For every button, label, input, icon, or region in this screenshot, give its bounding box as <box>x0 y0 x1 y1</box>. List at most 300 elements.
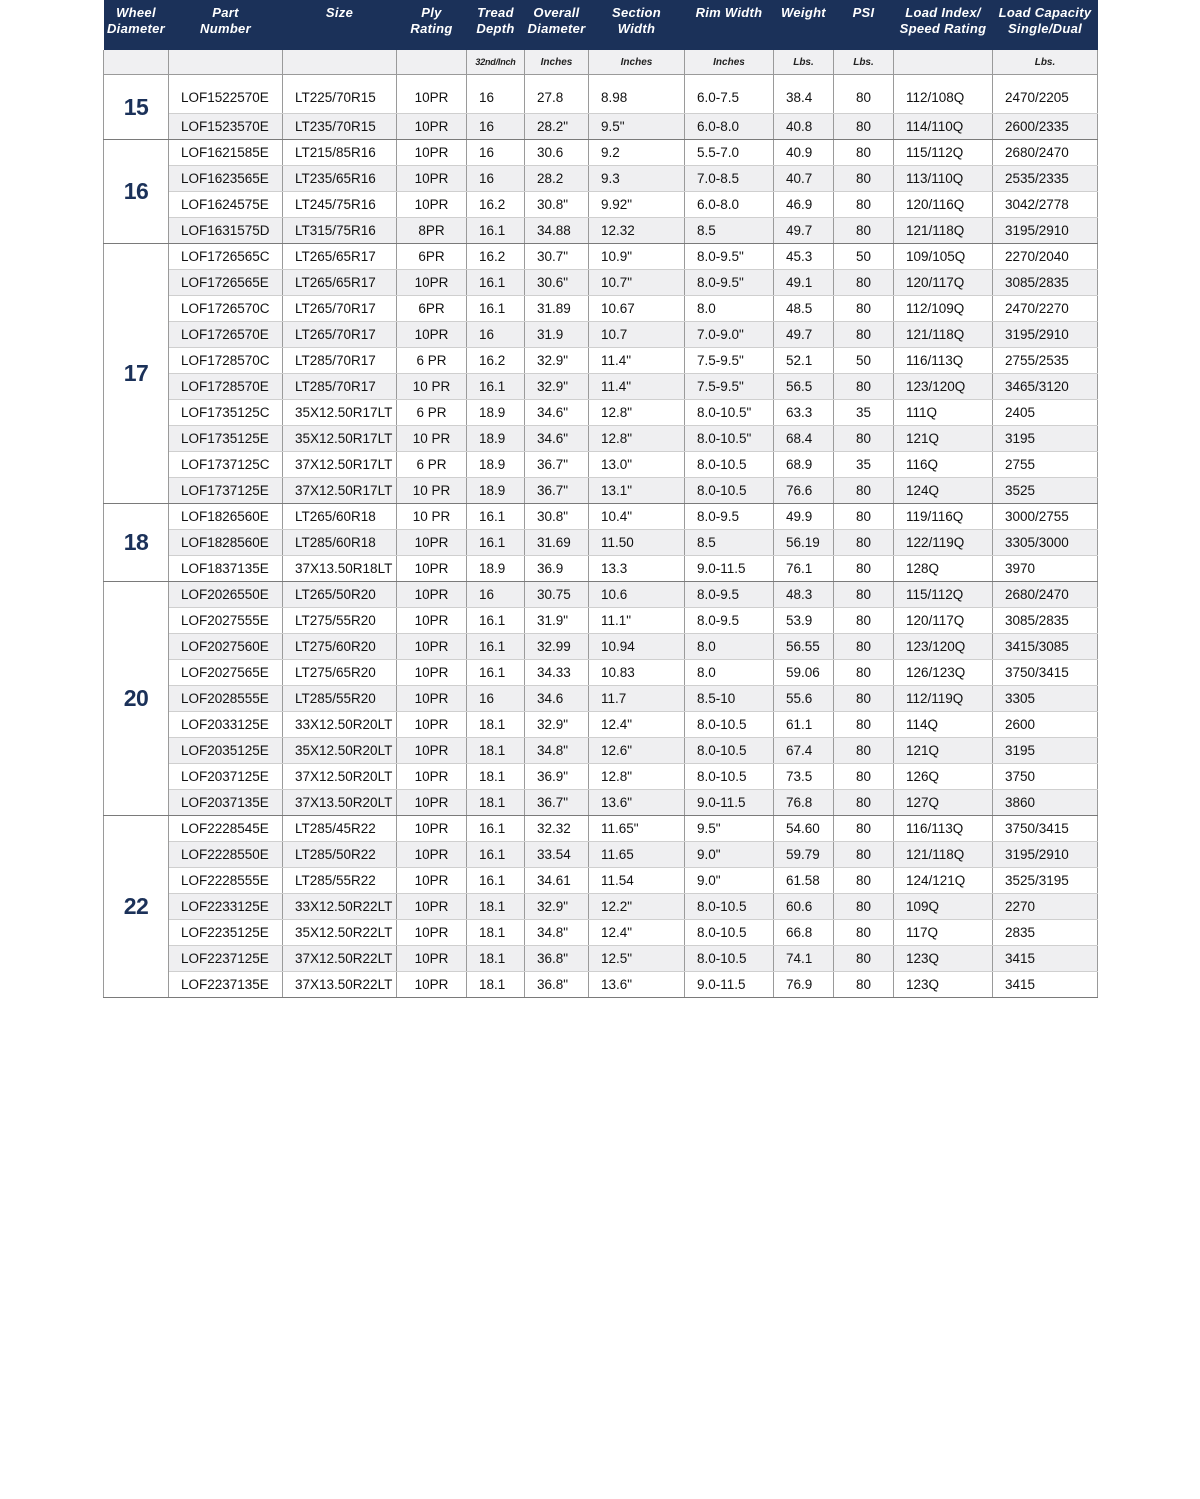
ply-rating-cell: 10PR <box>397 972 467 998</box>
part-number-cell: LOF1726570E <box>169 322 283 348</box>
header-wheel-diameter <box>104 0 169 50</box>
part-number-cell: LOF1522570E <box>169 75 283 114</box>
rim-width-cell: 8.0-10.5" <box>685 400 774 426</box>
ply-rating-cell: 10PR <box>397 816 467 842</box>
tread-depth-cell: 18.9 <box>467 426 525 452</box>
ply-rating-cell: 8PR <box>397 218 467 244</box>
psi-cell: 80 <box>834 946 894 972</box>
part-number-cell: LOF2026550E <box>169 582 283 608</box>
rim-width-cell: 8.5 <box>685 218 774 244</box>
overall-diameter-cell: 30.8" <box>525 504 589 530</box>
table-body <box>104 75 1098 998</box>
psi-cell: 80 <box>834 660 894 686</box>
table-row <box>104 166 1098 192</box>
psi-cell: 80 <box>834 634 894 660</box>
weight-cell: 49.7 <box>774 322 834 348</box>
weight-cell: 46.9 <box>774 192 834 218</box>
header-line1: Load Index/ <box>905 5 981 20</box>
load-index-speed-rating-cell: 121Q <box>894 738 993 764</box>
table-row <box>104 764 1098 790</box>
ply-rating-cell: 6PR <box>397 244 467 270</box>
size-cell: LT265/60R18 <box>283 504 397 530</box>
tread-depth-cell: 18.1 <box>467 764 525 790</box>
psi-cell: 35 <box>834 452 894 478</box>
part-number-cell: LOF1728570E <box>169 374 283 400</box>
tread-depth-cell: 16.1 <box>467 270 525 296</box>
overall-diameter-cell: 31.9 <box>525 322 589 348</box>
size-cell: 37X12.50R22LT <box>283 946 397 972</box>
header-line1: Weight <box>781 5 826 20</box>
tread-depth-cell: 16.2 <box>467 244 525 270</box>
weight-cell: 68.9 <box>774 452 834 478</box>
overall-diameter-cell: 32.9" <box>525 348 589 374</box>
size-cell: LT285/45R22 <box>283 816 397 842</box>
rim-width-cell: 6.0-8.0 <box>685 114 774 140</box>
load-index-speed-rating-cell: 116Q <box>894 452 993 478</box>
psi-cell: 80 <box>834 374 894 400</box>
header-line1: Tread <box>477 5 514 20</box>
tread-depth-cell: 18.1 <box>467 712 525 738</box>
part-number-cell: LOF2237135E <box>169 972 283 998</box>
rim-width-cell: 9.0" <box>685 868 774 894</box>
table-row <box>104 114 1098 140</box>
size-cell: LT215/85R16 <box>283 140 397 166</box>
header-row <box>104 0 1098 50</box>
psi-cell: 80 <box>834 920 894 946</box>
load-capacity-cell: 2755 <box>993 452 1098 478</box>
table-row <box>104 972 1098 998</box>
part-number-cell: LOF2027560E <box>169 634 283 660</box>
section-width-cell: 9.2 <box>589 140 685 166</box>
tread-depth-cell: 18.1 <box>467 920 525 946</box>
weight-cell: 53.9 <box>774 608 834 634</box>
tread-depth-cell: 16.1 <box>467 842 525 868</box>
ply-rating-cell: 10PR <box>397 270 467 296</box>
header-line2: Depth <box>476 21 515 36</box>
part-number-cell: LOF1726570C <box>169 296 283 322</box>
load-capacity-cell: 3415/3085 <box>993 634 1098 660</box>
header-line1: Load Capacity <box>998 5 1092 20</box>
psi-cell: 80 <box>834 608 894 634</box>
psi-cell: 80 <box>834 686 894 712</box>
rim-width-cell: 8.0 <box>685 660 774 686</box>
section-width-cell: 10.94 <box>589 634 685 660</box>
load-capacity-cell: 3860 <box>993 790 1098 816</box>
header-line2 <box>774 21 834 37</box>
size-cell: LT245/75R16 <box>283 192 397 218</box>
size-cell: 37X13.50R18LT <box>283 556 397 582</box>
rim-width-cell: 8.0-10.5 <box>685 478 774 504</box>
load-index-speed-rating-cell: 120/117Q <box>894 270 993 296</box>
ply-rating-cell: 10 PR <box>397 478 467 504</box>
wheel-diameter-cell: 18 <box>104 504 169 582</box>
ply-rating-cell: 10PR <box>397 868 467 894</box>
header-overall-diameter <box>525 0 589 50</box>
rim-width-cell: 9.0-11.5 <box>685 790 774 816</box>
ply-rating-cell: 10PR <box>397 166 467 192</box>
ply-rating-cell: 10PR <box>397 764 467 790</box>
part-number-cell: LOF2228550E <box>169 842 283 868</box>
load-index-speed-rating-cell: 109Q <box>894 894 993 920</box>
size-cell: LT265/70R17 <box>283 322 397 348</box>
section-width-cell: 11.7 <box>589 686 685 712</box>
rim-width-cell: 7.5-9.5" <box>685 348 774 374</box>
part-number-cell: LOF1621585E <box>169 140 283 166</box>
ply-rating-cell: 10 PR <box>397 426 467 452</box>
load-capacity-cell: 3042/2778 <box>993 192 1098 218</box>
load-index-speed-rating-cell: 121/118Q <box>894 218 993 244</box>
overall-diameter-cell: 36.7" <box>525 452 589 478</box>
size-cell: LT285/55R22 <box>283 868 397 894</box>
part-number-cell: LOF1735125E <box>169 426 283 452</box>
load-capacity-cell: 3750/3415 <box>993 660 1098 686</box>
ply-rating-cell: 10PR <box>397 738 467 764</box>
ply-rating-cell: 10PR <box>397 322 467 348</box>
weight-cell: 76.6 <box>774 478 834 504</box>
section-width-cell: 12.8" <box>589 764 685 790</box>
overall-diameter-cell: 32.32 <box>525 816 589 842</box>
size-cell: 35X12.50R17LT <box>283 400 397 426</box>
load-index-speed-rating-cell: 126/123Q <box>894 660 993 686</box>
rim-width-cell: 7.0-8.5 <box>685 166 774 192</box>
part-number-cell: LOF1728570C <box>169 348 283 374</box>
part-number-cell: LOF2033125E <box>169 712 283 738</box>
weight-cell: 45.3 <box>774 244 834 270</box>
load-capacity-cell: 2680/2470 <box>993 582 1098 608</box>
psi-cell: 80 <box>834 426 894 452</box>
load-index-speed-rating-cell: 121/118Q <box>894 842 993 868</box>
tread-depth-cell: 18.9 <box>467 556 525 582</box>
psi-cell: 80 <box>834 764 894 790</box>
rim-width-cell: 8.0-10.5 <box>685 764 774 790</box>
rim-width-cell: 8.0 <box>685 296 774 322</box>
load-capacity-cell: 2270 <box>993 894 1098 920</box>
size-cell: LT225/70R15 <box>283 75 397 114</box>
table-row <box>104 296 1098 322</box>
load-index-speed-rating-cell: 112/109Q <box>894 296 993 322</box>
rim-width-cell: 8.0-9.5 <box>685 608 774 634</box>
rim-width-cell: 6.0-7.5 <box>685 75 774 114</box>
load-capacity-cell: 2270/2040 <box>993 244 1098 270</box>
psi-cell: 80 <box>834 270 894 296</box>
overall-diameter-cell: 36.8" <box>525 972 589 998</box>
ply-rating-cell: 10PR <box>397 894 467 920</box>
header-line2: Diameter <box>527 21 586 36</box>
psi-cell: 80 <box>834 842 894 868</box>
table-row <box>104 478 1098 504</box>
psi-cell: 50 <box>834 348 894 374</box>
load-index-speed-rating-cell: 112/119Q <box>894 686 993 712</box>
section-width-cell: 12.8" <box>589 426 685 452</box>
header-line2: Single/Dual <box>1007 21 1083 36</box>
size-cell: 35X12.50R17LT <box>283 426 397 452</box>
unit-load-index-speed-rating <box>894 50 993 75</box>
table-row <box>104 686 1098 712</box>
table-row <box>104 374 1098 400</box>
wheel-diameter-cell: 22 <box>104 816 169 998</box>
section-width-cell: 12.2" <box>589 894 685 920</box>
header-line1: Part <box>212 5 239 20</box>
table-row <box>104 504 1098 530</box>
header-rim-width <box>685 0 774 50</box>
load-index-speed-rating-cell: 119/116Q <box>894 504 993 530</box>
tread-depth-cell: 16.1 <box>467 634 525 660</box>
part-number-cell: LOF1737125C <box>169 452 283 478</box>
weight-cell: 56.5 <box>774 374 834 400</box>
overall-diameter-cell: 30.75 <box>525 582 589 608</box>
section-width-cell: 12.5" <box>589 946 685 972</box>
tread-depth-cell: 16.1 <box>467 816 525 842</box>
psi-cell: 80 <box>834 218 894 244</box>
section-width-cell: 13.6" <box>589 972 685 998</box>
tire-spec-table <box>103 0 1098 998</box>
weight-cell: 76.9 <box>774 972 834 998</box>
load-index-speed-rating-cell: 122/119Q <box>894 530 993 556</box>
weight-cell: 49.1 <box>774 270 834 296</box>
weight-cell: 76.1 <box>774 556 834 582</box>
part-number-cell: LOF2235125E <box>169 920 283 946</box>
ply-rating-cell: 6 PR <box>397 400 467 426</box>
psi-cell: 80 <box>834 478 894 504</box>
weight-cell: 56.19 <box>774 530 834 556</box>
weight-cell: 60.6 <box>774 894 834 920</box>
tread-depth-cell: 16 <box>467 166 525 192</box>
section-width-cell: 12.8" <box>589 400 685 426</box>
header-line1: Rim Width <box>695 5 763 20</box>
tread-depth-cell: 16 <box>467 75 525 114</box>
psi-cell: 80 <box>834 712 894 738</box>
rim-width-cell: 8.0-10.5 <box>685 894 774 920</box>
load-index-speed-rating-cell: 128Q <box>894 556 993 582</box>
section-width-cell: 13.3 <box>589 556 685 582</box>
load-index-speed-rating-cell: 120/116Q <box>894 192 993 218</box>
section-width-cell: 12.4" <box>589 712 685 738</box>
table-row <box>104 660 1098 686</box>
unit-psi: Lbs. <box>834 50 894 75</box>
table-row <box>104 218 1098 244</box>
load-capacity-cell: 2470/2205 <box>993 75 1098 114</box>
rim-width-cell: 9.0" <box>685 842 774 868</box>
section-width-cell: 9.3 <box>589 166 685 192</box>
size-cell: LT285/70R17 <box>283 374 397 400</box>
table-row <box>104 244 1098 270</box>
part-number-cell: LOF1737125E <box>169 478 283 504</box>
tread-depth-cell: 16.2 <box>467 348 525 374</box>
rim-width-cell: 7.0-9.0" <box>685 322 774 348</box>
weight-cell: 49.7 <box>774 218 834 244</box>
load-index-speed-rating-cell: 114Q <box>894 712 993 738</box>
size-cell: LT265/70R17 <box>283 296 397 322</box>
weight-cell: 48.5 <box>774 296 834 322</box>
header-line2 <box>283 21 397 37</box>
unit-ply-rating <box>397 50 467 75</box>
tread-depth-cell: 18.1 <box>467 894 525 920</box>
ply-rating-cell: 10PR <box>397 140 467 166</box>
part-number-cell: LOF1523570E <box>169 114 283 140</box>
size-cell: LT275/60R20 <box>283 634 397 660</box>
header-tread-depth <box>467 0 525 50</box>
table-row <box>104 920 1098 946</box>
section-width-cell: 12.4" <box>589 920 685 946</box>
size-cell: 35X12.50R20LT <box>283 738 397 764</box>
psi-cell: 80 <box>834 322 894 348</box>
load-index-speed-rating-cell: 121/118Q <box>894 322 993 348</box>
tread-depth-cell: 16.1 <box>467 608 525 634</box>
load-capacity-cell: 3195/2910 <box>993 218 1098 244</box>
table-row <box>104 322 1098 348</box>
tread-depth-cell: 18.1 <box>467 972 525 998</box>
load-capacity-cell: 2600/2335 <box>993 114 1098 140</box>
section-width-cell: 11.1" <box>589 608 685 634</box>
unit-wheel-diameter <box>104 50 169 75</box>
load-capacity-cell: 3195 <box>993 738 1098 764</box>
size-cell: 37X12.50R20LT <box>283 764 397 790</box>
overall-diameter-cell: 34.6" <box>525 426 589 452</box>
ply-rating-cell: 10PR <box>397 530 467 556</box>
psi-cell: 80 <box>834 738 894 764</box>
tread-depth-cell: 16 <box>467 686 525 712</box>
overall-diameter-cell: 27.8 <box>525 75 589 114</box>
table-row <box>104 192 1098 218</box>
header-load-index-speed-rating <box>894 0 993 50</box>
load-capacity-cell: 2600 <box>993 712 1098 738</box>
table-row <box>104 608 1098 634</box>
table-row <box>104 816 1098 842</box>
psi-cell: 80 <box>834 296 894 322</box>
part-number-cell: LOF1624575E <box>169 192 283 218</box>
weight-cell: 40.7 <box>774 166 834 192</box>
size-cell: LT265/50R20 <box>283 582 397 608</box>
wheel-diameter-cell: 16 <box>104 140 169 244</box>
weight-cell: 66.8 <box>774 920 834 946</box>
tread-depth-cell: 18.9 <box>467 400 525 426</box>
load-capacity-cell: 2835 <box>993 920 1098 946</box>
header-line2: Number <box>200 21 251 36</box>
ply-rating-cell: 10PR <box>397 608 467 634</box>
table-row <box>104 842 1098 868</box>
ply-rating-cell: 10PR <box>397 842 467 868</box>
header-section-width <box>589 0 685 50</box>
load-index-speed-rating-cell: 127Q <box>894 790 993 816</box>
size-cell: LT315/75R16 <box>283 218 397 244</box>
load-index-speed-rating-cell: 117Q <box>894 920 993 946</box>
size-cell: 37X12.50R17LT <box>283 452 397 478</box>
load-capacity-cell: 3195/2910 <box>993 322 1098 348</box>
load-index-speed-rating-cell: 126Q <box>894 764 993 790</box>
header-line1: Overall <box>533 5 580 20</box>
weight-cell: 73.5 <box>774 764 834 790</box>
load-capacity-cell: 2405 <box>993 400 1098 426</box>
header-line2: Speed Rating <box>899 21 987 36</box>
tread-depth-cell: 16.1 <box>467 296 525 322</box>
weight-cell: 52.1 <box>774 348 834 374</box>
load-capacity-cell: 3415 <box>993 972 1098 998</box>
load-index-speed-rating-cell: 113/110Q <box>894 166 993 192</box>
tread-depth-cell: 18.9 <box>467 452 525 478</box>
rim-width-cell: 8.0-9.5 <box>685 504 774 530</box>
section-width-cell: 10.83 <box>589 660 685 686</box>
size-cell: LT235/65R16 <box>283 166 397 192</box>
table-row <box>104 400 1098 426</box>
section-width-cell: 12.6" <box>589 738 685 764</box>
table-row <box>104 868 1098 894</box>
section-width-cell: 9.92" <box>589 192 685 218</box>
load-index-speed-rating-cell: 116/113Q <box>894 816 993 842</box>
load-capacity-cell: 2470/2270 <box>993 296 1098 322</box>
overall-diameter-cell: 36.7" <box>525 478 589 504</box>
tread-depth-cell: 18.1 <box>467 946 525 972</box>
load-index-speed-rating-cell: 112/108Q <box>894 75 993 114</box>
load-capacity-cell: 3465/3120 <box>993 374 1098 400</box>
overall-diameter-cell: 36.7" <box>525 790 589 816</box>
load-index-speed-rating-cell: 124/121Q <box>894 868 993 894</box>
psi-cell: 35 <box>834 400 894 426</box>
size-cell: LT275/55R20 <box>283 608 397 634</box>
ply-rating-cell: 6PR <box>397 296 467 322</box>
ply-rating-cell: 10 PR <box>397 504 467 530</box>
section-width-cell: 10.67 <box>589 296 685 322</box>
psi-cell: 80 <box>834 504 894 530</box>
psi-cell: 80 <box>834 790 894 816</box>
section-width-cell: 11.4" <box>589 374 685 400</box>
tread-depth-cell: 16.2 <box>467 192 525 218</box>
table-row <box>104 452 1098 478</box>
unit-tread-depth: 32nd/Inch <box>467 50 525 75</box>
load-capacity-cell: 2755/2535 <box>993 348 1098 374</box>
table-row <box>104 946 1098 972</box>
ply-rating-cell: 10PR <box>397 192 467 218</box>
section-width-cell: 8.98 <box>589 75 685 114</box>
section-width-cell: 13.0" <box>589 452 685 478</box>
size-cell: LT285/55R20 <box>283 686 397 712</box>
tread-depth-cell: 16.1 <box>467 868 525 894</box>
weight-cell: 68.4 <box>774 426 834 452</box>
unit-weight: Lbs. <box>774 50 834 75</box>
rim-width-cell: 8.5-10 <box>685 686 774 712</box>
ply-rating-cell: 10PR <box>397 920 467 946</box>
load-capacity-cell: 3750/3415 <box>993 816 1098 842</box>
part-number-cell: LOF2027555E <box>169 608 283 634</box>
rim-width-cell: 8.5 <box>685 530 774 556</box>
load-index-speed-rating-cell: 116/113Q <box>894 348 993 374</box>
unit-load-capacity: Lbs. <box>993 50 1098 75</box>
ply-rating-cell: 6 PR <box>397 452 467 478</box>
header-line2 <box>834 21 894 37</box>
size-cell: 37X13.50R20LT <box>283 790 397 816</box>
rim-width-cell: 8.0-10.5" <box>685 426 774 452</box>
overall-diameter-cell: 34.6" <box>525 400 589 426</box>
header-line2: Diameter <box>106 21 166 36</box>
weight-cell: 61.1 <box>774 712 834 738</box>
rim-width-cell: 8.0-10.5 <box>685 920 774 946</box>
load-capacity-cell: 3415 <box>993 946 1098 972</box>
tread-depth-cell: 16.1 <box>467 504 525 530</box>
part-number-cell: LOF2037125E <box>169 764 283 790</box>
psi-cell: 80 <box>834 166 894 192</box>
psi-cell: 80 <box>834 582 894 608</box>
overall-diameter-cell: 30.6 <box>525 140 589 166</box>
weight-cell: 76.8 <box>774 790 834 816</box>
header-line2: Width <box>617 21 656 36</box>
weight-cell: 54.60 <box>774 816 834 842</box>
tread-depth-cell: 16 <box>467 322 525 348</box>
load-capacity-cell: 3195/2910 <box>993 842 1098 868</box>
load-index-speed-rating-cell: 115/112Q <box>894 140 993 166</box>
header-line2: Rating <box>410 21 453 36</box>
load-capacity-cell: 3305/3000 <box>993 530 1098 556</box>
part-number-cell: LOF2037135E <box>169 790 283 816</box>
header-line1: Section <box>611 5 662 20</box>
